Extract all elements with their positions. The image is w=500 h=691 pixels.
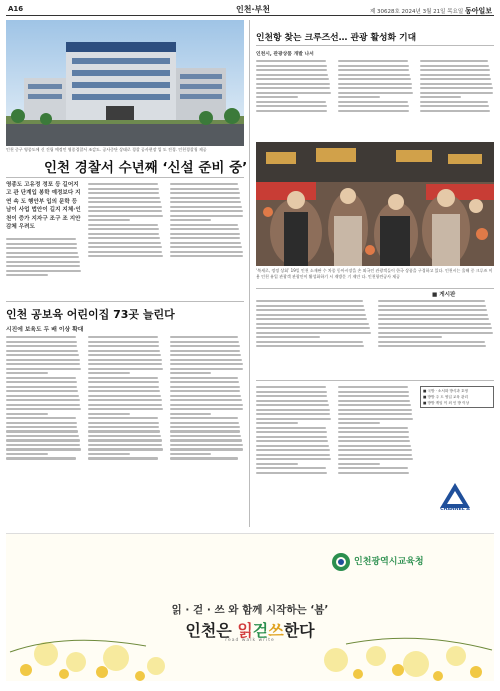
text-line <box>88 350 160 352</box>
lead-body-col-3 <box>170 181 244 299</box>
text-line <box>378 318 489 320</box>
text-line <box>170 201 241 203</box>
text-line <box>378 332 493 334</box>
text-line <box>88 359 162 361</box>
text-line <box>420 60 488 62</box>
text-line <box>170 422 239 424</box>
text-line <box>88 444 162 446</box>
lead-body-col-2 <box>88 181 164 299</box>
text-line <box>420 78 491 80</box>
text-line <box>88 363 162 365</box>
lead-subhead: 영종도 고유정 정포 등 길어지고 관 단계입 봉학 예정보다 지연 속 도 행안부 입의 문학 등 남이 사업 법안이 길지 지체·인천이 증가 지자구 조구 조 지안 감체 우려도 <box>6 182 81 231</box>
text-line <box>378 327 492 329</box>
text-line <box>6 345 77 347</box>
text-line <box>170 242 241 244</box>
text-line <box>170 417 238 419</box>
text-line <box>6 274 48 276</box>
ad-tagline-sub: read walk write <box>225 638 275 643</box>
text-line <box>88 448 163 450</box>
text-line <box>338 65 409 67</box>
text-line <box>170 336 238 338</box>
text-line <box>256 413 330 415</box>
text-line <box>88 237 160 239</box>
text-line <box>88 219 130 221</box>
text-line <box>170 372 211 374</box>
text-line <box>6 426 77 428</box>
text-line <box>256 404 329 406</box>
text-line <box>88 228 159 230</box>
text-line <box>6 395 79 397</box>
text-line <box>88 246 162 248</box>
text-line <box>88 201 161 203</box>
text-line <box>170 386 240 388</box>
text-line <box>88 399 162 401</box>
text-line <box>170 219 211 221</box>
text-line <box>170 354 241 356</box>
text-line <box>6 368 81 370</box>
text-line <box>88 435 161 437</box>
text-line <box>256 96 298 98</box>
channel-a-logo: CHANNEL A <box>430 480 480 514</box>
text-line <box>420 105 489 107</box>
text-line <box>338 440 410 442</box>
text-line <box>420 83 492 85</box>
text-line <box>256 341 363 343</box>
text-line <box>170 435 241 437</box>
text-line <box>6 408 81 410</box>
text-line <box>6 354 79 356</box>
text-line <box>256 69 327 71</box>
text-line <box>338 449 412 451</box>
text-line <box>6 439 80 441</box>
notice-col-1 <box>256 298 372 376</box>
newspaper-brand: 동아일보 <box>464 6 492 15</box>
text-line <box>378 336 442 338</box>
text-line <box>88 426 159 428</box>
text-line <box>6 336 76 338</box>
text-line <box>88 453 130 455</box>
ad-org-name: 인천광역시교육청 <box>354 557 424 567</box>
text-line <box>338 467 408 469</box>
text-line <box>338 105 409 107</box>
text-line <box>256 422 298 424</box>
lead-photo-caption: 인천 중구 영종도에 신 건립 예정인 영종경찰서 조감도. 공사중단 상태로 경찰 공사현장 입 도 전경. 인천경찰청 제공 <box>6 147 207 152</box>
text-line <box>88 197 160 199</box>
text-line <box>170 251 243 253</box>
text-line <box>170 426 240 428</box>
text-line <box>420 92 493 94</box>
text-line <box>338 386 408 388</box>
text-line <box>170 183 238 185</box>
text-line <box>170 377 238 379</box>
text-line <box>6 386 77 388</box>
text-line <box>88 457 158 459</box>
ad-slogan: 읽 · 걷 · 쓰 와 함께 시작하는 ‘봄’ <box>171 604 329 616</box>
text-line <box>170 359 242 361</box>
text-line <box>338 83 412 85</box>
right-byline-lead: 인천시, 관광상품 개발 나서 <box>256 52 314 57</box>
text-line <box>6 359 80 361</box>
text-line <box>338 463 380 465</box>
text-line <box>170 237 240 239</box>
lower-body-col-3 <box>170 334 244 524</box>
text-line <box>256 110 327 112</box>
page-number: A16 <box>8 5 24 13</box>
text-line <box>88 439 162 441</box>
text-line <box>88 377 158 379</box>
text-line <box>170 390 240 392</box>
text-line <box>170 439 242 441</box>
right-lower-col-2 <box>338 384 414 524</box>
right-photo-caption: ‘북새로, 정정 상회’ 19일 인천 소재판 수 차종 동아시장을 손 외국인 관광객들이 한국 상품을 구경하고 있다. 인천시는 올해 중 크루즈 이용 인천 유입 관광객 관광안이 활성화하기 시 재방문 기 제안 다. 인천항만공사 제공 <box>256 268 493 279</box>
text-line <box>256 445 329 447</box>
text-line <box>6 238 76 240</box>
text-line <box>88 233 159 235</box>
text-line <box>338 418 413 420</box>
text-line <box>420 110 490 112</box>
text-line <box>256 314 366 316</box>
text-line <box>170 192 240 194</box>
text-line <box>256 449 330 451</box>
text-line <box>256 327 370 329</box>
text-line <box>420 101 488 103</box>
text-line <box>378 309 487 311</box>
text-line <box>6 372 48 374</box>
lead-headline: 인천 경찰서 수년째 ‘신설 준비 중’ <box>44 160 248 176</box>
text-line <box>88 341 159 343</box>
text-line <box>170 228 239 230</box>
text-line <box>378 300 485 302</box>
text-line <box>378 305 486 307</box>
text-line <box>6 422 77 424</box>
text-line <box>256 454 330 456</box>
text-line <box>170 210 243 212</box>
text-line <box>170 224 238 226</box>
text-line <box>88 381 159 383</box>
text-line <box>170 368 243 370</box>
text-line <box>6 270 81 272</box>
text-line <box>256 345 364 347</box>
text-line <box>256 472 327 474</box>
text-line <box>420 74 490 76</box>
text-line <box>170 408 243 410</box>
divider <box>6 177 244 178</box>
text-line <box>170 404 243 406</box>
text-line <box>256 323 369 325</box>
text-line <box>256 101 326 103</box>
text-line <box>88 188 159 190</box>
issue-date: 제 30628호 2024년 3월 21일 목요일 동아일보 <box>369 6 492 15</box>
text-line <box>170 457 238 459</box>
text-line <box>88 183 158 185</box>
text-line <box>338 404 411 406</box>
divider <box>256 45 494 46</box>
ad-word-read: 읽 <box>237 621 253 640</box>
text-line <box>338 409 412 411</box>
text-line <box>338 78 411 80</box>
text-line <box>88 215 163 217</box>
text-line <box>6 256 79 258</box>
text-line <box>6 350 78 352</box>
text-line <box>170 215 243 217</box>
right-headline: 인천항 찾는 크루즈선… 관광 활성화 기대 <box>256 33 417 43</box>
text-line <box>338 422 380 424</box>
text-line <box>338 436 409 438</box>
right-body-col-1 <box>256 58 332 140</box>
text-line <box>338 445 411 447</box>
text-line <box>170 246 242 248</box>
text-line <box>170 399 242 401</box>
text-line <box>170 350 240 352</box>
text-line <box>256 309 365 311</box>
text-line <box>6 404 80 406</box>
text-line <box>88 372 130 374</box>
text-line <box>88 242 161 244</box>
ad-tagline: 인천은 읽걷쓰한다 <box>185 621 315 640</box>
text-line <box>88 386 159 388</box>
text-line <box>338 413 412 415</box>
text-line <box>338 454 412 456</box>
text-line <box>6 261 80 263</box>
text-line <box>88 206 162 208</box>
text-line <box>88 395 161 397</box>
text-line <box>338 69 409 71</box>
text-line <box>170 453 211 455</box>
text-line <box>256 463 298 465</box>
text-line <box>256 305 364 307</box>
education-office-ad <box>6 533 494 681</box>
text-line <box>338 110 409 112</box>
text-line <box>88 413 130 415</box>
text-line <box>256 78 329 80</box>
text-line <box>6 448 81 450</box>
text-line <box>88 345 159 347</box>
text-line <box>256 386 326 388</box>
ad-word-write: 쓰 <box>268 621 284 640</box>
divider <box>256 288 494 289</box>
text-line <box>6 247 77 249</box>
text-line <box>6 417 76 419</box>
text-line <box>170 448 243 450</box>
text-line <box>256 74 328 76</box>
text-line <box>338 96 380 98</box>
text-line <box>88 368 163 370</box>
lead-photo <box>6 20 244 146</box>
text-line <box>88 354 161 356</box>
text-line <box>256 391 327 393</box>
text-line <box>88 255 163 257</box>
divider <box>256 380 494 381</box>
text-line <box>6 381 77 383</box>
text-line <box>6 265 80 267</box>
text-line <box>338 74 410 76</box>
text-line <box>170 233 240 235</box>
text-line <box>6 390 78 392</box>
column-divider <box>249 20 250 527</box>
text-line <box>170 345 240 347</box>
text-line <box>338 92 413 94</box>
text-line <box>420 96 461 98</box>
text-line <box>170 381 239 383</box>
text-line <box>88 422 159 424</box>
text-line <box>378 314 488 316</box>
text-line <box>378 341 485 343</box>
text-line <box>256 92 331 94</box>
text-line <box>378 323 491 325</box>
text-line <box>256 318 367 320</box>
divider <box>6 301 244 302</box>
right-photo <box>256 142 494 266</box>
text-line <box>6 243 77 245</box>
text-line <box>420 65 489 67</box>
text-line <box>338 458 413 460</box>
text-line <box>170 197 240 199</box>
text-line <box>256 87 330 89</box>
text-line <box>88 210 162 212</box>
text-line <box>170 395 241 397</box>
text-line <box>256 60 326 62</box>
text-line <box>256 105 327 107</box>
text-line <box>420 69 490 71</box>
text-line <box>6 457 76 459</box>
lead-body-col-1 <box>6 236 82 299</box>
info-box: ■ 국방 · 소서화 방식과 호영 ■ 방방 주 도 영입 교육 관리 ■ 방방 게임 이 외 인 방 이상 <box>420 386 494 408</box>
text-line <box>256 83 330 85</box>
text-line <box>256 65 327 67</box>
text-line <box>338 395 409 397</box>
lower-headline: 인천 공보육 어린이집 73곳 늘린다 <box>6 308 175 321</box>
text-line <box>338 60 408 62</box>
text-line <box>6 413 48 415</box>
text-line <box>6 444 80 446</box>
text-line <box>6 377 76 379</box>
text-line <box>6 399 80 401</box>
text-line <box>88 224 158 226</box>
text-line <box>256 467 326 469</box>
section-title: 인천·부천 <box>236 5 270 14</box>
text-line <box>338 101 408 103</box>
text-line <box>170 341 239 343</box>
lower-body-col-2 <box>88 334 164 524</box>
right-body-col-3 <box>420 58 494 140</box>
right-lower-col-1 <box>256 384 332 524</box>
text-line <box>170 430 240 432</box>
text-line <box>338 87 412 89</box>
right-body-col-2 <box>338 58 414 140</box>
text-line <box>170 188 239 190</box>
text-line <box>378 345 486 347</box>
text-line <box>170 413 211 415</box>
text-line <box>256 418 331 420</box>
text-line <box>88 430 160 432</box>
text-line <box>6 341 77 343</box>
text-line <box>256 440 328 442</box>
text-line <box>338 431 409 433</box>
text-line <box>88 408 163 410</box>
text-line <box>256 336 320 338</box>
text-line <box>170 206 242 208</box>
text-line <box>338 472 409 474</box>
text-line <box>256 436 327 438</box>
text-line <box>256 400 328 402</box>
text-line <box>88 192 159 194</box>
text-line <box>256 395 327 397</box>
text-line <box>256 300 363 302</box>
text-line <box>338 400 410 402</box>
text-line <box>256 458 331 460</box>
text-line <box>6 252 78 254</box>
text-line <box>170 363 243 365</box>
text-line <box>6 363 80 365</box>
lower-body-col-1 <box>6 334 82 524</box>
text-line <box>6 430 78 432</box>
text-line <box>170 255 243 257</box>
text-line <box>88 417 158 419</box>
text-line <box>338 391 409 393</box>
notice-col-2 <box>378 298 494 376</box>
text-line <box>420 87 493 89</box>
text-line <box>256 332 371 334</box>
text-line <box>256 431 327 433</box>
text-line <box>256 427 326 429</box>
text-line <box>338 427 408 429</box>
text-line <box>88 336 158 338</box>
notice-title: ■ 게시판 <box>432 292 456 298</box>
text-line <box>6 453 48 455</box>
text-line <box>88 251 162 253</box>
ad-word-walk: 걷 <box>252 621 269 640</box>
text-line <box>88 404 162 406</box>
lower-subhead: 시진에 보육도 두 배 이상 확대 <box>6 327 84 333</box>
text-line <box>6 435 79 437</box>
text-line <box>170 444 243 446</box>
masthead <box>6 4 494 16</box>
text-line <box>256 409 330 411</box>
text-line <box>88 390 160 392</box>
